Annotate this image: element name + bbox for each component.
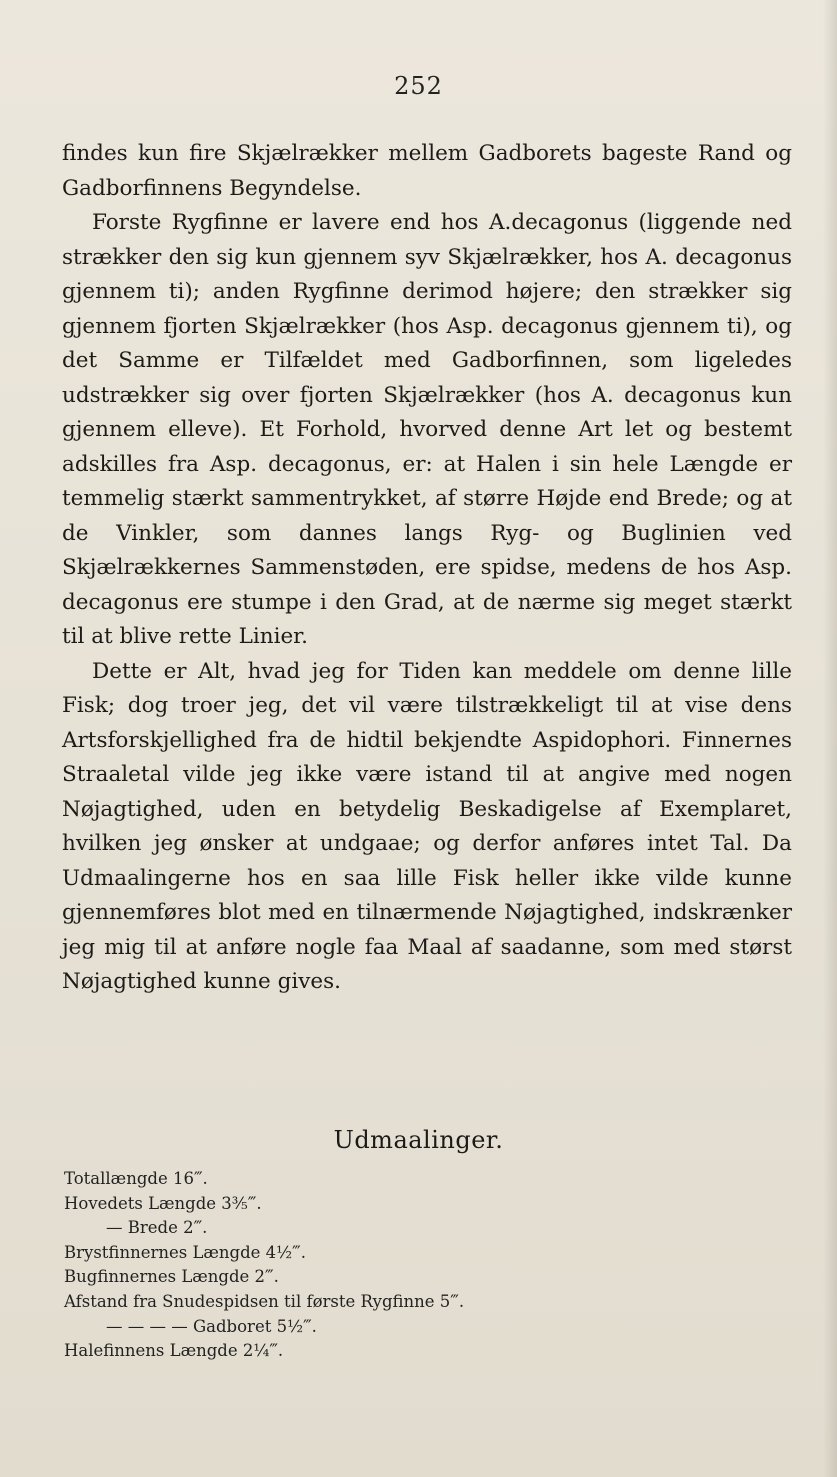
paragraph-fins: Forste Rygfinne er lavere end hos A.decagonus (liggende ned strækker den sig kun gjennem syv Skjælrækker, hos A. decagonus gjennem ti); anden Rygfinne derimod højere; den strækker sig gjennem fjorten Skjælrækker (hos Asp. decagonus gjennem ti), og det Samme er Tilfældet med Gadborfinnen, som ligeledes udstrækker sig over fjorten Skjælrækker (hos A. decagonus kun gjennem elleve). Et Forhold, hvorved denne Art let og bestemt adskilles fra Asp. decagonus, er: at Halen i sin hele Længde er temmelig stærkt sammentrykket, af større Højde end Brede; og at de Vinkler, som dannes langs Ryg- og Buglinien ved Skjælrækkernes Sammenstøden, ere spidse, medens de hos Asp. decagonus ere stumpe i den Grad, at de nærme sig meget stærkt til at blive rette Linier.: [62, 210, 792, 649]
measurement-item: Halefinnens Længde 2¼‴.: [64, 1341, 284, 1361]
measurement-item: Hovedets Længde 3⅗‴.: [64, 1193, 262, 1213]
body-text: [62, 137, 792, 1000]
measurement-item: Brystfinnernes Længde 4½‴.: [64, 1242, 306, 1262]
page-number: 252: [394, 72, 443, 100]
paragraph-conclusion: Dette er Alt, hvad jeg for Tiden kan meddele om denne lille Fisk; dog troer jeg, det vil være tilstrækkeligt til at vise dens Artsforskjellighed fra de hidtil bekjendte Aspidophori. Finnernes Straaletal vilde jeg ikke være istand til at angive med nogen Nøjagtighed, uden en betydelig Beskadigelse af Exemplaret, hvilken jeg ønsker at undgaae; og derfor anføres intet Tal. Da Udmaalingerne hos en saa lille Fisk heller ikke vilde kunne gjennemføres blot med en tilnærmende Nøjagtighed, indskrænker jeg mig til at anføre nogle faa Maal af saadanne, som med størst Nøjagtighed kunne gives.: [62, 658, 792, 994]
measurements-list: [64, 1167, 764, 1364]
measurement-item: — — — — Gadboret 5½‴.: [106, 1316, 317, 1336]
measurement-item: Afstand fra Snudespidsen til første Rygfinne 5‴.: [64, 1291, 465, 1311]
measurement-item: Totallængde 16‴.: [64, 1169, 208, 1188]
measurements-heading: Udmaalinger.: [333, 1126, 504, 1154]
paragraph-continuation: findes kun fire Skjælrækker mellem Gadborets bageste Rand og Gadborfinnens Begyndelse.: [62, 141, 792, 201]
page-edge-shadow: [823, 0, 837, 1477]
measurement-item: Bugfinnernes Længde 2‴.: [64, 1267, 279, 1287]
measurement-item: — Brede 2‴.: [106, 1218, 208, 1238]
